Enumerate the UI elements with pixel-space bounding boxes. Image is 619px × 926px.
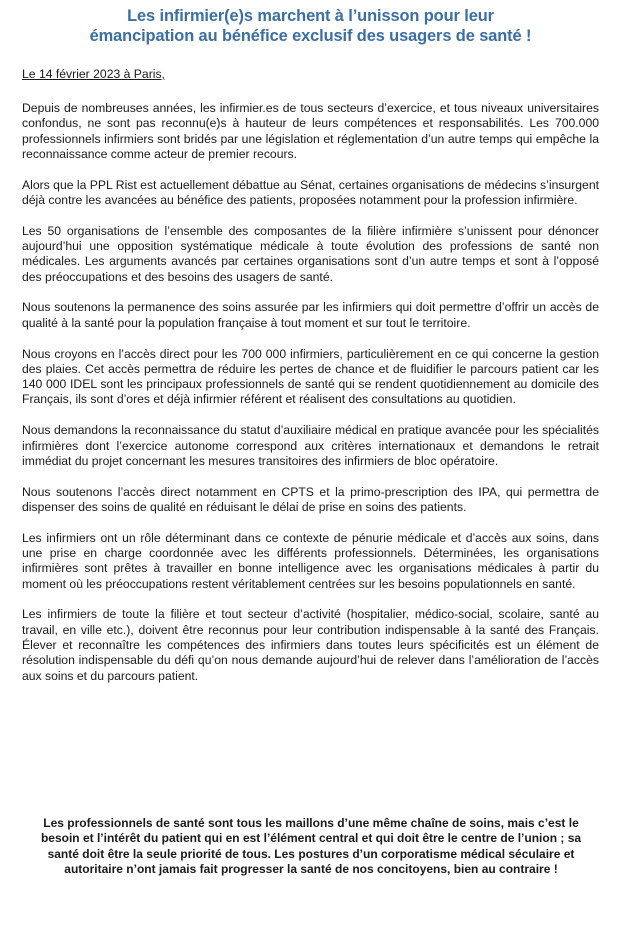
- document-title: [22, 6, 599, 46]
- paragraph-6: Nous demandons la reconnaissance du statut d’auxiliaire médical en pratique avancée pour les spécialités infirmières dont l’exercice autonome correspond aux critères internationaux et demandons le retrait immédiat du projet concernant les mesures transitoires des infirmiers de bloc opératoire.: [22, 423, 599, 468]
- paragraph-7: Nous soutenons l’accès direct notamment en CPTS et la primo-prescription des IPA, qui permettra de dispenser des soins de qualité en réduisant le délai de prise en soins des patients.: [22, 484, 599, 514]
- paragraph-1: Depuis de nombreuses années, les infirmier.es de tous secteurs d’exercice, et tous niveaux universitaires confondus, ne sont pas reconnu(e)s à hauteur de leurs compétences et responsabilités. Les 700.000 professionnels infirmiers sont bridés par une législation et réglementation d’un autre temps qui empêche la reconnaissance comme acteur de premier recours.: [22, 101, 599, 161]
- paragraph-5: Nous croyons en l’accès direct pour les 700 000 infirmiers, particulièrement en ce qui concerne la gestion des plaies. Cet accès permettra de réduire les pertes de chance et de fluidifier le parcours patient car les 140 000 IDEL sont les principaux professionnels de santé qui se rendent quotidiennement au domicile des Français, ils sont d’ores et déjà infirmier référent et réalisent des consultations au quotidien.: [22, 346, 599, 407]
- paragraph-4: Nous soutenons la permanence des soins assurée par les infirmiers qui doit permettre d’offrir un accès de qualité à la santé pour la population française à tout moment et sur tout le territoire.: [22, 300, 599, 330]
- closing-statement: Les professionnels de santé sont tous les maillons d’une même chaîne de soins, mais c’est le besoin et l’intérêt du patient qui en est l’élément central et qui doit être le centre de l’union ; sa santé doit être la seule priorité de tous. Les postures d’un corporatisme médical séculaire et autoritaire n’ont jamais fait progresser la santé de nos concitoyens, bien au contraire !: [40, 816, 582, 877]
- paragraph-8: Les infirmiers ont un rôle déterminant dans ce contexte de pénurie médicale et d’accès aux soins, dans une prise en charge coordonnée avec les différents professionnels. Déterminées, les organisations infirmières sont prêtes à travailler en bonne intelligence avec les organisations médicales à partir du moment où les préoccupations restent véritablement centrées sur les besoins populationnels en santé.: [22, 530, 599, 591]
- paragraph-3: Les 50 organisations de l’ensemble des composantes de la filière infirmière s’unissent pour dénoncer aujourd’hui une opposition systématique médicale à toute évolution des professions de santé non médicales. Les arguments avancés par certaines organisations sont d’un autre temps et sont à l’opposé des préoccupations et des besoins des usagers de santé.: [22, 223, 599, 284]
- title-line-1: Les infirmier(e)s marchent à l’unisson pour leur: [127, 7, 494, 25]
- paragraph-9: Les infirmiers de toute la filière et tout secteur d’activité (hospitalier, médico-social, scolaire, santé au travail, en ville etc.), doivent être reconnus pour leur contribution indispensable à la santé des Français. Élever et reconnaître les compétences des infirmiers dans toutes leurs spécificités est un élément de résolution indispensable du défi qu’on nous demande aujourd’hui de relever dans l’amélioration de l’accès aux soins et du parcours patient.: [22, 607, 599, 683]
- paragraph-2: Alors que la PPL Rist est actuellement débattue au Sénat, certaines organisations de médecins s’insurgent déjà contre les avancées au bénéfice des patients, proposées notamment pour la profession infirmière.: [22, 177, 599, 207]
- date-line: Le 14 février 2023 à Paris,: [22, 67, 165, 81]
- title-line-2: émancipation au bénéfice exclusif des usagers de santé !: [89, 27, 532, 45]
